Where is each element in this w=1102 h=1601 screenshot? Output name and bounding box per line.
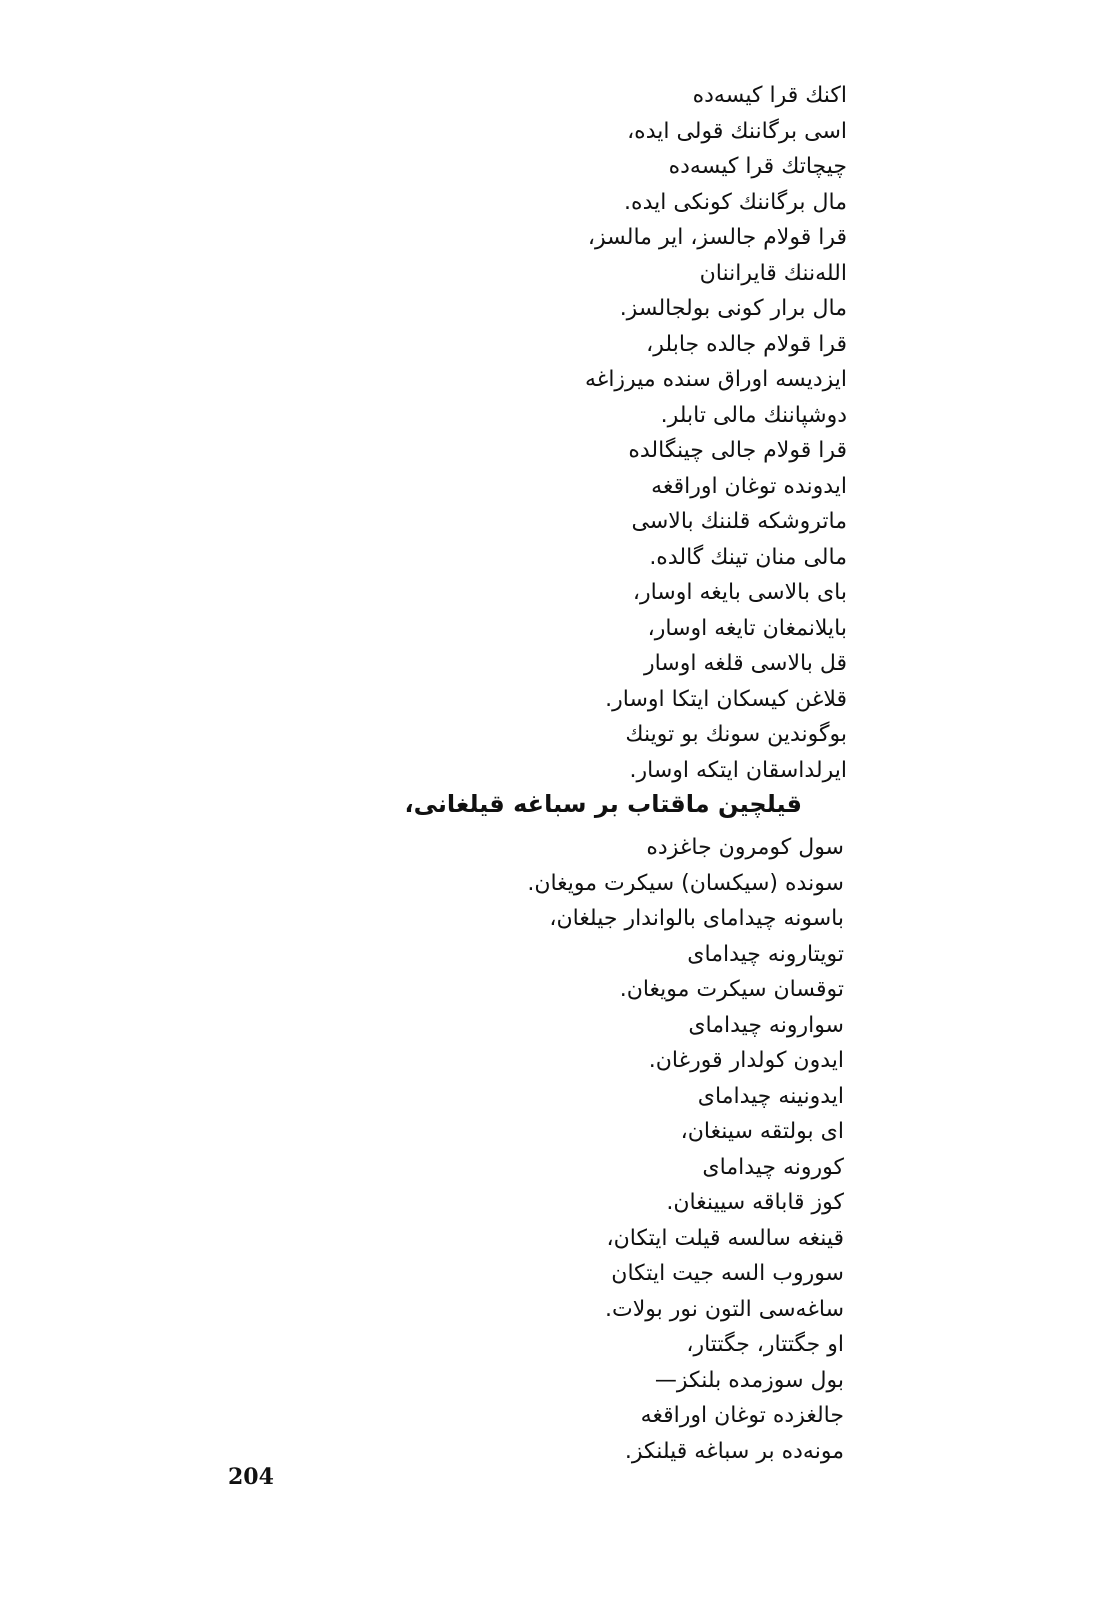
poem-line: قرا قولام جالده جابلر،: [646, 331, 847, 357]
poem-line: بای بالاسی بایغه اوسار،: [632, 580, 847, 605]
poem-line: مونه‌ده بر سباغه قیلنکز.: [624, 1438, 844, 1464]
poem-line: بوگوندین سونك بو توینك: [625, 722, 847, 747]
poem-line: قلاغن کیسکان ایتکا اوسار.: [605, 686, 847, 712]
poem-line: مالی منان تینك گالده.: [649, 544, 847, 570]
poem-line: کوز قاباقه سیینغان.: [666, 1190, 844, 1215]
page-number: 204: [228, 1464, 274, 1490]
poem-line: باسونه چیداماى بالواندار جیلغان،: [549, 906, 844, 931]
poem-1: [585, 78, 847, 788]
poem-line: ساغه‌سی التون نور بولات.: [604, 1296, 844, 1322]
poem-line: بایلانمغان تایغه اوسار،: [647, 615, 847, 641]
poem-line: ایرلداسقان ایتکه اوسار.: [629, 757, 847, 783]
poem-line: الله‌ننك قایراننان: [699, 260, 847, 286]
poem-line: اسی برگاننك قولی ایده،: [627, 118, 847, 144]
poem-line: دوشپاننك مالی تابلر.: [660, 402, 847, 428]
poem-line: قینغه سالسه قیلت ایتکان،: [606, 1225, 844, 1251]
poem-line: توقسان سیکرت مویغان.: [619, 977, 844, 1002]
poem-line: چیچاتك قرا کیسه‌ده: [668, 154, 847, 179]
poem-line: سوروب السه جیت ایتکان: [611, 1261, 844, 1286]
poem-line: ایزدیسه اوراق سنده میرزاغه: [585, 367, 847, 392]
poem-line: ایدونده توغان اوراقغه: [651, 473, 847, 499]
poem-line: اى بولتقه سینغان،: [680, 1119, 844, 1144]
poem-line: قرا قولام جالی چینگالده: [628, 438, 847, 463]
poem-line: مال برگاننك کونکی ایده.: [624, 189, 847, 215]
poem-2: [527, 830, 844, 1469]
poem-line: قل بالاسی قلغه اوسار: [643, 651, 847, 676]
poem-line: کورونه چیداماى: [702, 1154, 844, 1180]
poem-line: تویتارونه چیداماى: [687, 941, 844, 967]
poem-line: اکنك قرا کیسه‌ده: [692, 83, 847, 108]
poem-line: مال برار کونی بولجالسز.: [619, 296, 847, 321]
poem-line: بول سوزمده بلنکز—: [654, 1367, 844, 1393]
poem-line: سول کومرون جاغزده: [646, 835, 844, 860]
poem-line: جالغزده توغان اوراقغه: [640, 1403, 844, 1428]
poem-line: ماتروشکه قلننك بالاسی: [631, 509, 847, 534]
poem-line: سونده (سیکسان) سیکرت مویغان.: [527, 870, 844, 896]
poem-line: سوارونه چیداماى: [688, 1012, 844, 1038]
poem-line: او جگتتار، جگتتار،: [686, 1332, 844, 1357]
poem-line: ایدون کولدار قورغان.: [648, 1048, 844, 1073]
section-heading: قیلچین ماقتاب بر سباغه قیلغانی،: [404, 790, 802, 818]
poem-line: ایدونینه چیداماى: [697, 1083, 844, 1109]
poem-line: قرا قولام جالسز، ایر مالسز،: [587, 225, 847, 250]
